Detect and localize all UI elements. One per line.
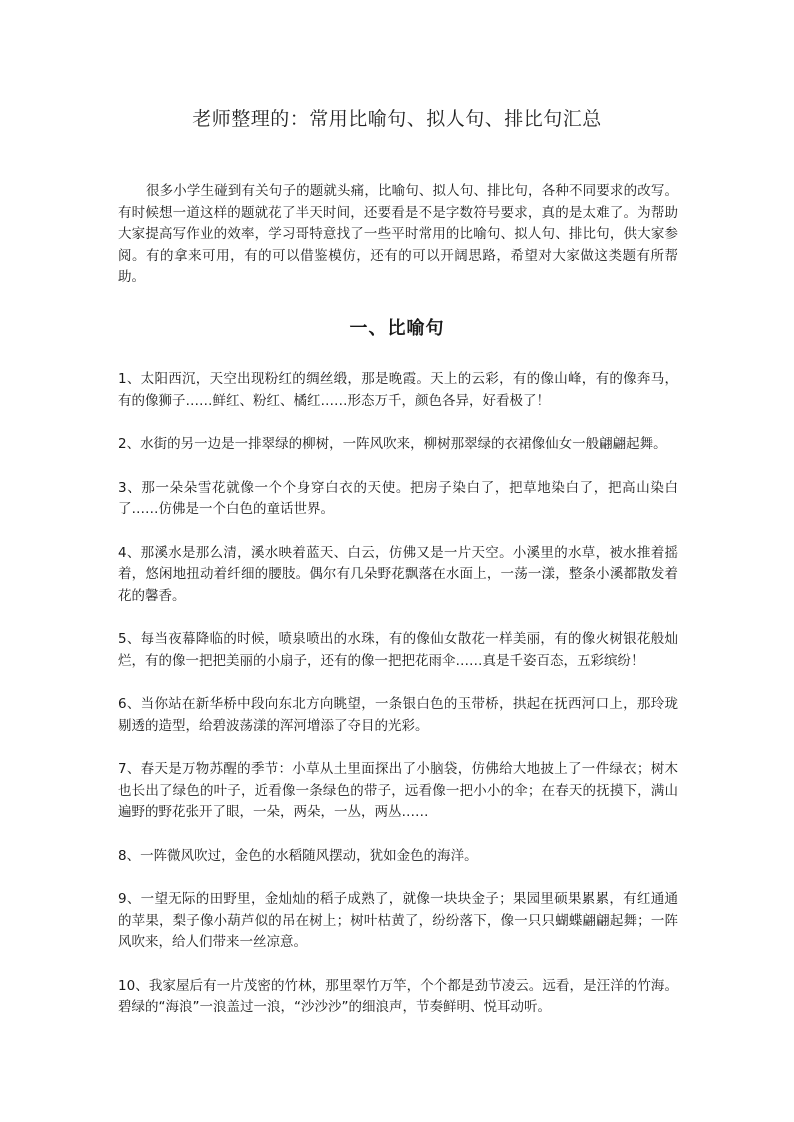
list-item: 5、每当夜幕降临的时候，喷泉喷出的水珠，有的像仙女散花一样美丽，有的像火树银花般灿烂，有的像一把把美丽的小扇子，还有的像一把把花雨伞……真是千姿百态，五彩缤纷！	[118, 631, 678, 669]
section-heading: 一、比喻句	[349, 318, 445, 339]
list-item: 8、一阵微风吹过，金色的水稻随风摆动，犹如金色的海洋。	[118, 847, 478, 864]
list-item: 9、一望无际的田野里，金灿灿的稻子成熟了，就像一块块金子；果园里硕果累累，有红通通的苹果，梨子像小葫芦似的吊在树上；树叶枯黄了，纷纷落下，像一只只蝴蝶翩翩起舞；一阵风吹来，给人们带来一丝凉意。	[118, 891, 678, 950]
document-title: 老师整理的：常用比喻句、拟人句、排比句汇总	[192, 108, 602, 130]
list-item: 10、我家屋后有一片茂密的竹林，那里翠竹万竿，个个都是劲节凌云。远看，是汪洋的竹海。碧绿的“海浪”一浪盖过一浪，“沙沙沙”的细浪声，节奏鲜明、悦耳动听。	[118, 977, 678, 1015]
list-item: 4、那溪水是那么清，溪水映着蓝天、白云，仿佛又是一片天空。小溪里的水草，被水推着摇着，悠闲地扭动着纤细的腰肢。偶尔有几朵野花飘落在水面上，一荡一漾，整条小溪都散发着花的馨香。	[118, 544, 678, 604]
sentence-list	[118, 369, 678, 1041]
list-item: 2、水街的另一边是一排翠绿的柳树，一阵风吹来，柳树那翠绿的衣裙像仙女一般翩翩起舞。	[118, 436, 667, 452]
list-item: 1、太阳西沉，天空出现粉红的绸丝缎，那是晚霞。天上的云彩，有的像山峰，有的像奔马，有的像狮子……鲜红、粉红、橘红……形态万千，颜色各异，好看极了！	[118, 371, 678, 409]
list-item: 7、春天是万物苏醒的季节：小草从土里面探出了小脑袋，仿佛给大地披上了一件绿衣；树木也长出了绿色的叶子，近看像一条绿色的带子，远看像一把小小的伞；在春天的抚摸下，满山遍野的野花张开了眼，一朵，两朵，一丛，两丛……	[118, 761, 678, 820]
list-item: 3、那一朵朵雪花就像一个个身穿白衣的天使。把房子染白了，把草地染白了，把高山染白了……仿佛是一个白色的童话世界。	[118, 479, 678, 517]
intro-paragraph: 很多小学生碰到有关句子的题就头痛，比喻句、拟人句、排比句，各种不同要求的改写。有时候想一道这样的题就花了半天时间，还要看是不是字数符号要求，真的是太难了。为帮助大家提高写作业的效率，学习哥特意找了一些平时常用的比喻句、拟人句、排比句，供大家参阅。有的拿来可用，有的可以借鉴模仿，还有的可以开阔思路，希望对大家做这类题有所帮助。	[118, 183, 678, 285]
list-item: 6、当你站在新华桥中段向东北方向眺望，一条银白色的玉带桥，拱起在抚西河口上，那玲珑剔透的造型，给碧波荡漾的浑河增添了夺目的光彩。	[118, 696, 678, 734]
